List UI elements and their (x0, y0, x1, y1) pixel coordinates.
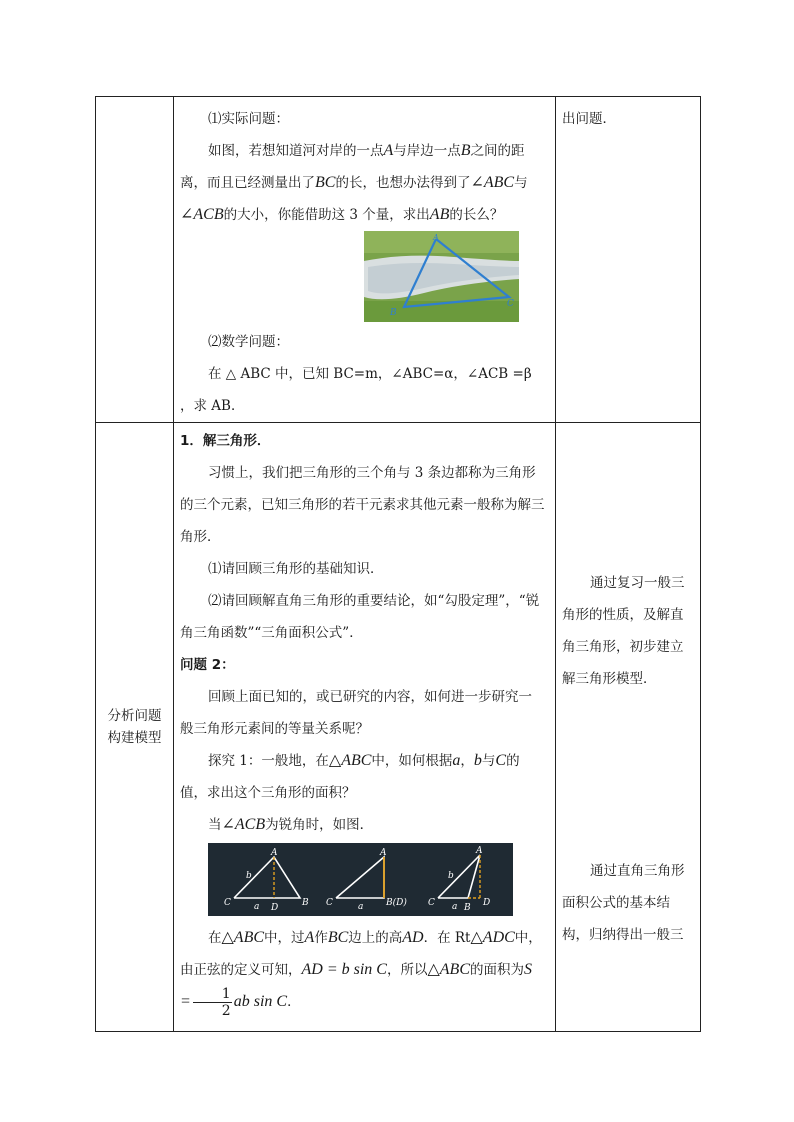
row2-note-1: 通过复习一般三角形的性质，及解直角三角形，初步建立解三角形模型． (562, 575, 685, 687)
svg-text:a: a (358, 902, 364, 912)
row2-note-2: 通过直角三角形面积公式的基本结构，归纳得出一般三 (562, 863, 685, 943)
svg-text:A: A (380, 848, 387, 858)
problem1-heading: ⑴实际问题： (208, 111, 289, 127)
explore1-text: 探究 1：一般地，在△ABC中，如何根据a，b与C的值，求出这个三角形的面积？ (180, 752, 520, 801)
review-item-2: ⑵请回顾解直角三角形的重要结论，如“勾股定理”，“锐角三角函数”“三角面积公式”． (180, 593, 540, 641)
svg-text:b: b (246, 871, 252, 881)
svg-text:D: D (271, 903, 279, 913)
row2-label-line1: 分析问题 (107, 708, 162, 724)
question2-text: 回顾上面已知的，或已研究的内容，如何进一步研究一般三角形元素间的等量关系呢？ (180, 689, 532, 737)
question2-title: 问题 2： (180, 657, 235, 673)
area-fraction: $\frac{1}{2}$ (193, 986, 232, 1019)
derivation-text: 在△ABC中，过A作BC边上的高AD．在 Rt△ADC中，由正弦的定义可知，AD = b sin C，所以△ABC的面积为S = $\frac{1}{2}$ ab sin C． (180, 929, 542, 1019)
photo-label-b: B (390, 308, 397, 318)
row1-label-cell (96, 97, 174, 423)
problem1-text: 如图，若想知道河对岸的一点A与岸边一点B之间的距离，而且已经测量出了BC的长，也想办法得到了∠ABC与∠ACB的大小，你能借助这 3 个量，求出AB的长么？ (180, 142, 528, 223)
row1-note-cell (556, 97, 701, 423)
row2-note-cell (556, 423, 701, 1032)
svg-text:A: A (476, 846, 483, 856)
svg-text:D: D (483, 898, 491, 908)
svg-text:A: A (271, 848, 278, 858)
svg-text:C: C (326, 898, 333, 908)
review-item-1: ⑴请回顾三角形的基础知识． (208, 561, 384, 577)
problem2-text: 在 △ ABC 中，已知 BC=m，∠ABC=α，∠ACB =β ，求 AB． (180, 366, 532, 414)
lesson-plan-table (95, 96, 701, 1032)
river-photo (364, 231, 519, 322)
svg-text:B: B (302, 898, 309, 908)
photo-label-a: A (433, 233, 439, 242)
svg-text:a: a (254, 902, 260, 912)
svg-text:C: C (224, 898, 231, 908)
table-row (96, 423, 701, 1032)
row1-note: 出问题． (562, 111, 616, 127)
row2-content-cell (174, 423, 556, 1032)
svg-text:C: C (428, 898, 435, 908)
row2-label-line2: 构建模型 (107, 730, 162, 746)
row1-content-cell (174, 97, 556, 423)
svg-text:b: b (448, 871, 454, 881)
triangle-cases-diagram (208, 843, 513, 916)
svg-text:B: B (464, 903, 471, 913)
acute-case-text: 当∠ACB为锐角时，如图． (208, 816, 374, 833)
section-title: 1．解三角形． (180, 433, 271, 449)
photo-label-c: C (507, 299, 514, 309)
svg-text:B(D): B(D) (386, 898, 407, 908)
svg-text:a: a (452, 902, 458, 912)
problem2-heading: ⑵数学问题： (208, 334, 289, 350)
row2-label-cell (96, 423, 174, 1032)
para-definition: 习惯上，我们把三角形的三个角与 3 条边都称为三角形的三个元素，已知三角形的若干元素求其他元素一般称为解三角形． (180, 465, 545, 545)
table-row (96, 97, 701, 423)
